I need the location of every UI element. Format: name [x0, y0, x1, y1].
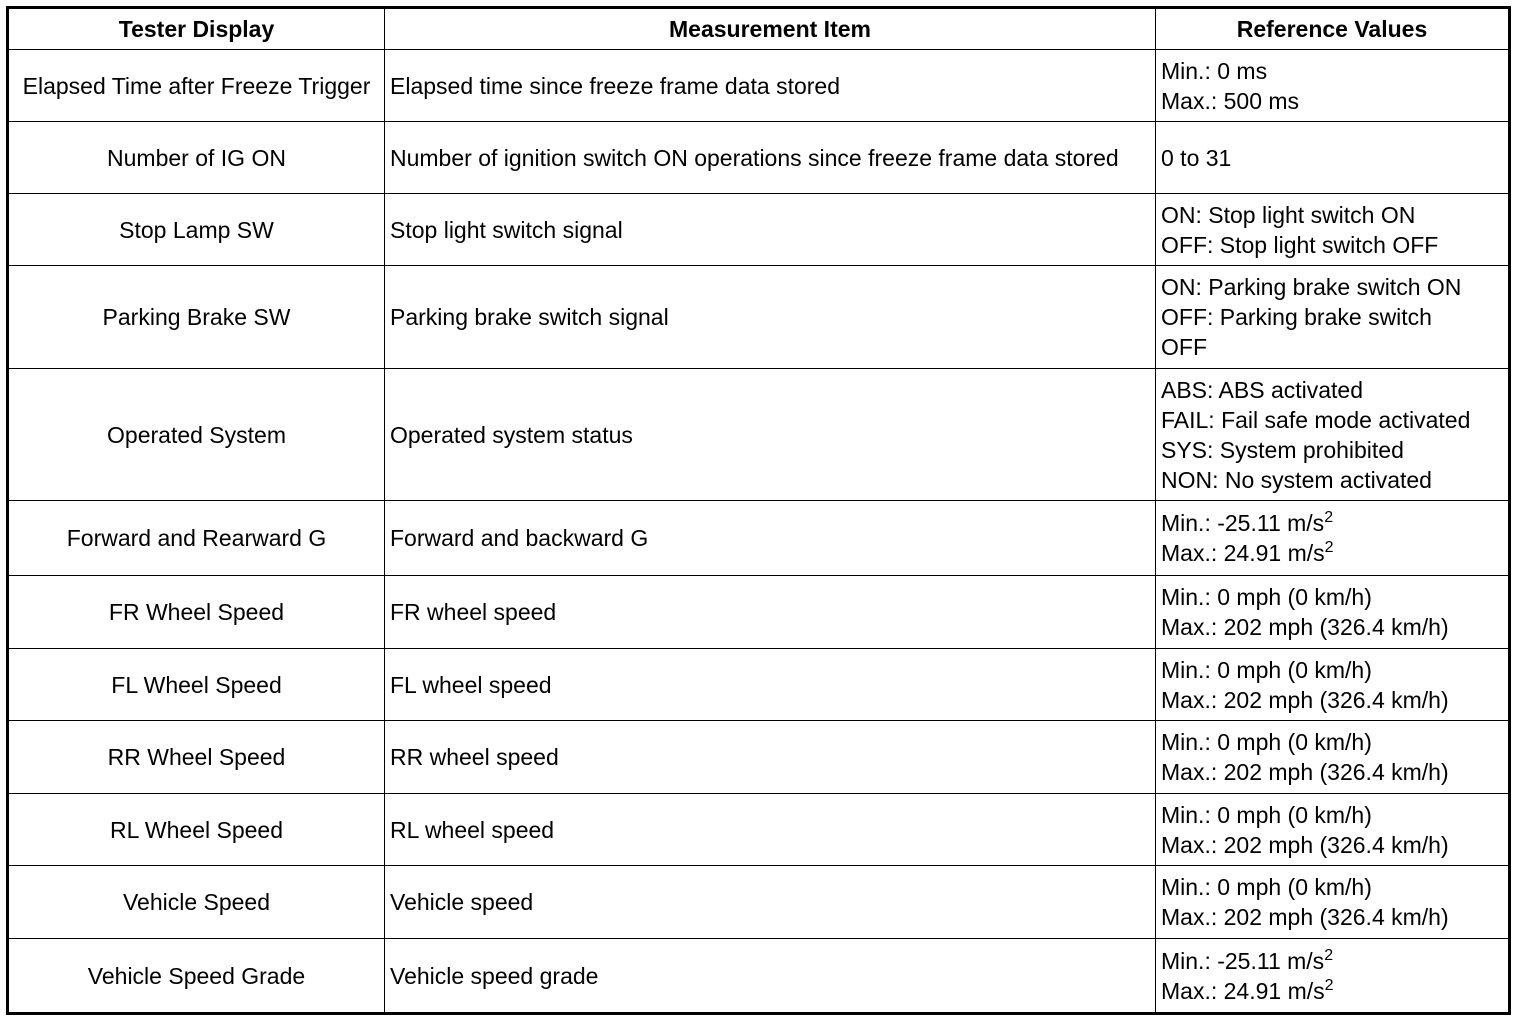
- reference-value-line: [1161, 612, 1503, 642]
- reference-values-cell: [1156, 50, 1510, 122]
- table-row: [8, 501, 1510, 576]
- reference-value-text: Min.: -25.11 m/s: [1161, 510, 1325, 536]
- reference-values-table: [6, 6, 1511, 1015]
- reference-value-line: [1161, 508, 1503, 538]
- reference-value-line: [1161, 405, 1503, 435]
- reference-values-cell: [1156, 266, 1510, 369]
- reference-value-text: Max.: 202 mph (326.4 km/h): [1161, 831, 1449, 858]
- reference-value-text: OFF: Stop light switch OFF: [1161, 231, 1439, 258]
- tester-display-cell: RR Wheel Speed: [8, 721, 385, 794]
- reference-value-line: [1161, 465, 1503, 495]
- measurement-item-cell: Stop light switch signal: [385, 194, 1156, 266]
- reference-value-text: Max.: 202 mph (326.4 km/h): [1161, 686, 1449, 713]
- reference-values-cell: [1156, 794, 1510, 866]
- reference-value-line: [1161, 902, 1503, 932]
- reference-value-line: [1161, 538, 1503, 568]
- reference-values-cell: [1156, 369, 1510, 501]
- reference-value-text: Max.: 202 mph (326.4 km/h): [1161, 904, 1449, 930]
- tester-display-cell: Stop Lamp SW: [8, 194, 385, 266]
- reference-value-text: Max.: 202 mph (326.4 km/h): [1161, 614, 1449, 640]
- table-row: [8, 369, 1510, 501]
- header-row: [8, 8, 1510, 50]
- tester-display-cell: Forward and Rearward G: [8, 501, 385, 576]
- reference-values-cell: [1156, 122, 1510, 194]
- tester-display-cell: Vehicle Speed Grade: [8, 939, 385, 1014]
- table-row: [8, 649, 1510, 721]
- tester-display-cell: Number of IG ON: [8, 122, 385, 194]
- reference-value-line: [1161, 976, 1503, 1006]
- reference-value-line: [1161, 302, 1503, 332]
- reference-value-text: Min.: 0 mph (0 km/h): [1161, 801, 1372, 828]
- table-row: [8, 939, 1510, 1014]
- measurement-item-cell: Vehicle speed grade: [385, 939, 1156, 1014]
- reference-value-line: [1161, 375, 1503, 405]
- measurement-item-cell: Vehicle speed: [385, 866, 1156, 939]
- reference-value-text: FAIL: Fail safe mode activated: [1161, 406, 1471, 433]
- table-row: [8, 866, 1510, 939]
- reference-value-line: [1161, 200, 1503, 230]
- table-row: [8, 576, 1510, 649]
- reference-values-cell: [1156, 649, 1510, 721]
- measurement-item-cell: FR wheel speed: [385, 576, 1156, 649]
- reference-value-text: OFF: Parking brake switch: [1161, 304, 1432, 330]
- measurement-item-cell: FL wheel speed: [385, 649, 1156, 721]
- reference-value-text: Min.: 0 mph (0 km/h): [1161, 584, 1372, 610]
- measurement-item-cell: Operated system status: [385, 369, 1156, 501]
- reference-values-cell: [1156, 866, 1510, 939]
- tester-display-cell: Parking Brake SW: [8, 266, 385, 369]
- measurement-item-cell: RL wheel speed: [385, 794, 1156, 866]
- reference-value-text: Min.: 0 mph (0 km/h): [1161, 656, 1372, 683]
- reference-value-text: Min.: 0 mph (0 km/h): [1161, 874, 1372, 900]
- reference-value-line: [1161, 872, 1503, 902]
- reference-value-line: [1161, 757, 1503, 787]
- reference-value-text: ABS: ABS activated: [1161, 376, 1364, 403]
- tester-display-cell: FL Wheel Speed: [8, 649, 385, 721]
- reference-value-text: SYS: System prohibited: [1161, 436, 1404, 463]
- reference-value-line: [1161, 582, 1503, 612]
- table-row: [8, 794, 1510, 866]
- reference-value-line: [1161, 830, 1503, 860]
- reference-value-text: Max.: 24.91 m/s: [1161, 977, 1325, 1004]
- reference-value-line: [1161, 946, 1503, 976]
- measurement-item-cell: Number of ignition switch ON operations since freeze frame data stored: [385, 122, 1156, 194]
- measurement-item-cell: Parking brake switch signal: [385, 266, 1156, 369]
- reference-value-line: [1161, 272, 1503, 302]
- header-measurement-item: Measurement Item: [385, 8, 1156, 50]
- measurement-item-cell: Elapsed time since freeze frame data stored: [385, 50, 1156, 122]
- reference-value-line: [1161, 727, 1503, 757]
- reference-value-text: Max.: 202 mph (326.4 km/h): [1161, 759, 1449, 785]
- reference-value-text: 0 to 31: [1161, 144, 1232, 171]
- unit-exponent: 2: [1324, 509, 1334, 526]
- reference-value-line: [1161, 685, 1503, 715]
- reference-value-line: [1161, 332, 1503, 362]
- unit-exponent: 2: [1324, 539, 1334, 556]
- table-row: [8, 266, 1510, 369]
- reference-value-line: [1161, 800, 1503, 830]
- header-reference-values: Reference Values: [1156, 8, 1510, 50]
- reference-value-line: [1161, 655, 1503, 685]
- tester-display-cell: Vehicle Speed: [8, 866, 385, 939]
- tester-display-cell: Operated System: [8, 369, 385, 501]
- reference-value-text: ON: Parking brake switch ON: [1161, 274, 1462, 300]
- measurement-item-cell: RR wheel speed: [385, 721, 1156, 794]
- unit-exponent: 2: [1324, 976, 1334, 994]
- reference-value-text: NON: No system activated: [1161, 466, 1432, 493]
- reference-value-text: Min.: 0 ms: [1161, 57, 1268, 84]
- table-row: [8, 194, 1510, 266]
- reference-value-text: Min.: 0 mph (0 km/h): [1161, 729, 1372, 755]
- reference-value-line: [1161, 435, 1503, 465]
- unit-exponent: 2: [1324, 946, 1334, 964]
- reference-values-cell: [1156, 939, 1510, 1014]
- reference-value-line: [1161, 230, 1503, 260]
- tester-display-cell: Elapsed Time after Freeze Trigger: [8, 50, 385, 122]
- measurement-item-cell: Forward and backward G: [385, 501, 1156, 576]
- reference-values-cell: [1156, 194, 1510, 266]
- table-row: [8, 122, 1510, 194]
- reference-value-line: [1161, 56, 1503, 86]
- table-row: [8, 50, 1510, 122]
- reference-value-text: ON: Stop light switch ON: [1161, 201, 1416, 228]
- tester-display-cell: RL Wheel Speed: [8, 794, 385, 866]
- reference-value-text: OFF: [1161, 334, 1207, 360]
- header-tester-display: Tester Display: [8, 8, 385, 50]
- table-row: [8, 721, 1510, 794]
- reference-value-line: [1161, 86, 1503, 116]
- reference-value-text: Max.: 24.91 m/s: [1161, 540, 1325, 566]
- table-body: [8, 50, 1510, 1014]
- reference-values-cell: [1156, 501, 1510, 576]
- reference-values-cell: [1156, 721, 1510, 794]
- reference-value-line: [1161, 143, 1503, 173]
- tester-display-cell: FR Wheel Speed: [8, 576, 385, 649]
- reference-values-cell: [1156, 576, 1510, 649]
- reference-value-text: Min.: -25.11 m/s: [1161, 947, 1325, 974]
- reference-value-text: Max.: 500 ms: [1161, 87, 1300, 114]
